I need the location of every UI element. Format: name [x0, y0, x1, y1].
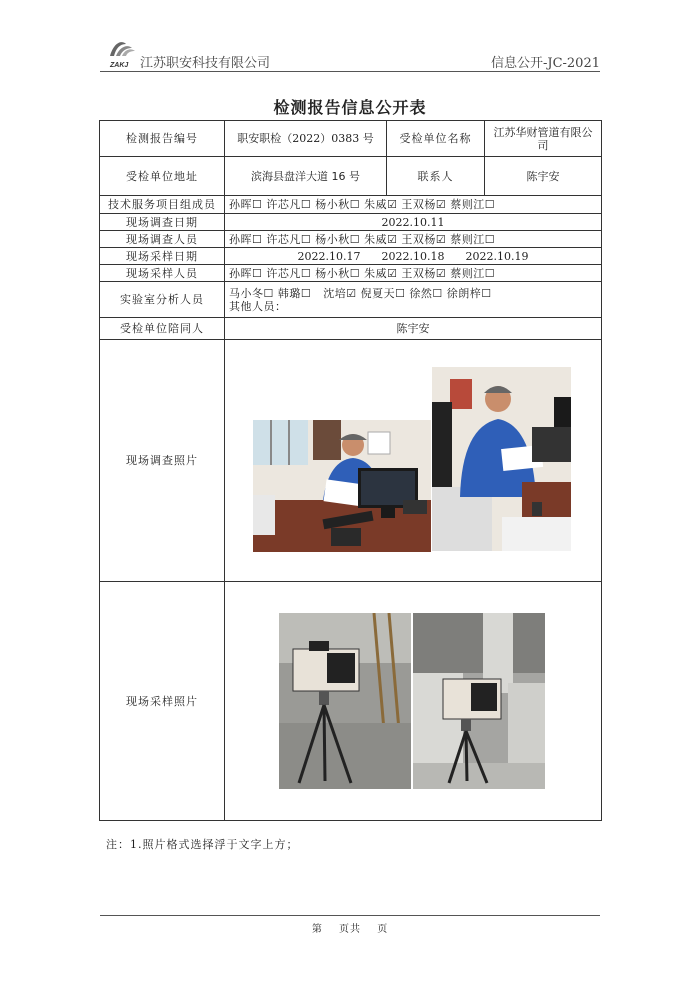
table-row: [100, 582, 602, 821]
team-value: 孙晖☐ 许芯凡☐ 杨小秋☐ 朱威☑ 王双杨☑ 蔡则江☐: [225, 196, 602, 214]
report-no-value: 职安职检（2022）0383 号: [225, 121, 387, 157]
contact-value: 陈宇安: [485, 157, 602, 196]
table-row: [100, 231, 602, 248]
page-header: [100, 32, 600, 72]
sampling-photo-cell: [225, 582, 602, 821]
survey-photo-cell: [225, 340, 602, 582]
unit-name-value: 江苏华财管道有限公司: [485, 121, 602, 157]
sampling-date-value: 2022.10.17 2022.10.18 2022.10.19: [225, 248, 602, 265]
address-value: 滨海县盘洋大道 16 号: [225, 157, 387, 196]
table-row: [100, 157, 602, 196]
table-row: [100, 265, 602, 282]
sampling-photo-label: 现场采样照片: [100, 582, 225, 821]
escort-label: 受检单位陪同人: [100, 318, 225, 340]
footer-pages: 页: [377, 924, 389, 935]
lab-staff-label: 实验室分析人员: [100, 282, 225, 318]
unit-name-label: 受检单位名称: [387, 121, 485, 157]
company-logo: [104, 34, 140, 70]
sampling-date-label: 现场采样日期: [100, 248, 225, 265]
table-row: [100, 340, 602, 582]
header-divider: [100, 71, 600, 72]
escort-value: 陈宇安: [225, 318, 602, 340]
team-label: 技术服务项目组成员: [100, 196, 225, 214]
table-row: [100, 121, 602, 157]
sampling-photo-1: [279, 613, 411, 789]
survey-photo-1: [253, 420, 431, 552]
survey-photo-label: 现场调查照片: [100, 340, 225, 582]
survey-staff-label: 现场调查人员: [100, 231, 225, 248]
contact-label: 联系人: [387, 157, 485, 196]
footer-divider: [100, 915, 600, 916]
sampling-photo-2: [413, 613, 545, 789]
table-row: [100, 318, 602, 340]
survey-staff-value: 孙晖☐ 许芯凡☐ 杨小秋☐ 朱威☑ 王双杨☑ 蔡则江☐: [225, 231, 602, 248]
table-row: [100, 248, 602, 265]
survey-date-value: 2022.10.11: [225, 214, 602, 231]
logo-text: ZAKJ: [110, 62, 129, 69]
lab-staff-value: 马小冬☐ 韩璐☐ 沈培☑ 倪夏天☐ 徐然☐ 徐朗梓☐: [229, 286, 492, 300]
survey-photo-2: [432, 367, 571, 551]
lab-other-value: 其他人员：: [229, 299, 287, 313]
report-info-table: [99, 120, 602, 821]
document-id: 信息公开-JC-2021: [490, 56, 600, 71]
footer-of: 页共: [339, 924, 361, 935]
report-no-label: 检测报告编号: [100, 121, 225, 157]
survey-date-label: 现场调查日期: [100, 214, 225, 231]
footnote: 注：1.照片格式选择浮于文字上方；: [106, 838, 299, 851]
page-title: 检测报告信息公开表: [273, 98, 427, 117]
footer-page: 第: [311, 924, 323, 935]
page-footer: [0, 920, 700, 935]
table-row: [100, 196, 602, 214]
address-label: 受检单位地址: [100, 157, 225, 196]
company-name: 江苏职安科技有限公司: [140, 56, 271, 71]
sampling-staff-label: 现场采样人员: [100, 265, 225, 282]
sampling-staff-value: 孙晖☐ 许芯凡☐ 杨小秋☐ 朱威☑ 王双杨☑ 蔡则江☐: [225, 265, 602, 282]
table-row: [100, 214, 602, 231]
table-row: [100, 282, 602, 318]
lab-staff-cell: [225, 282, 602, 318]
